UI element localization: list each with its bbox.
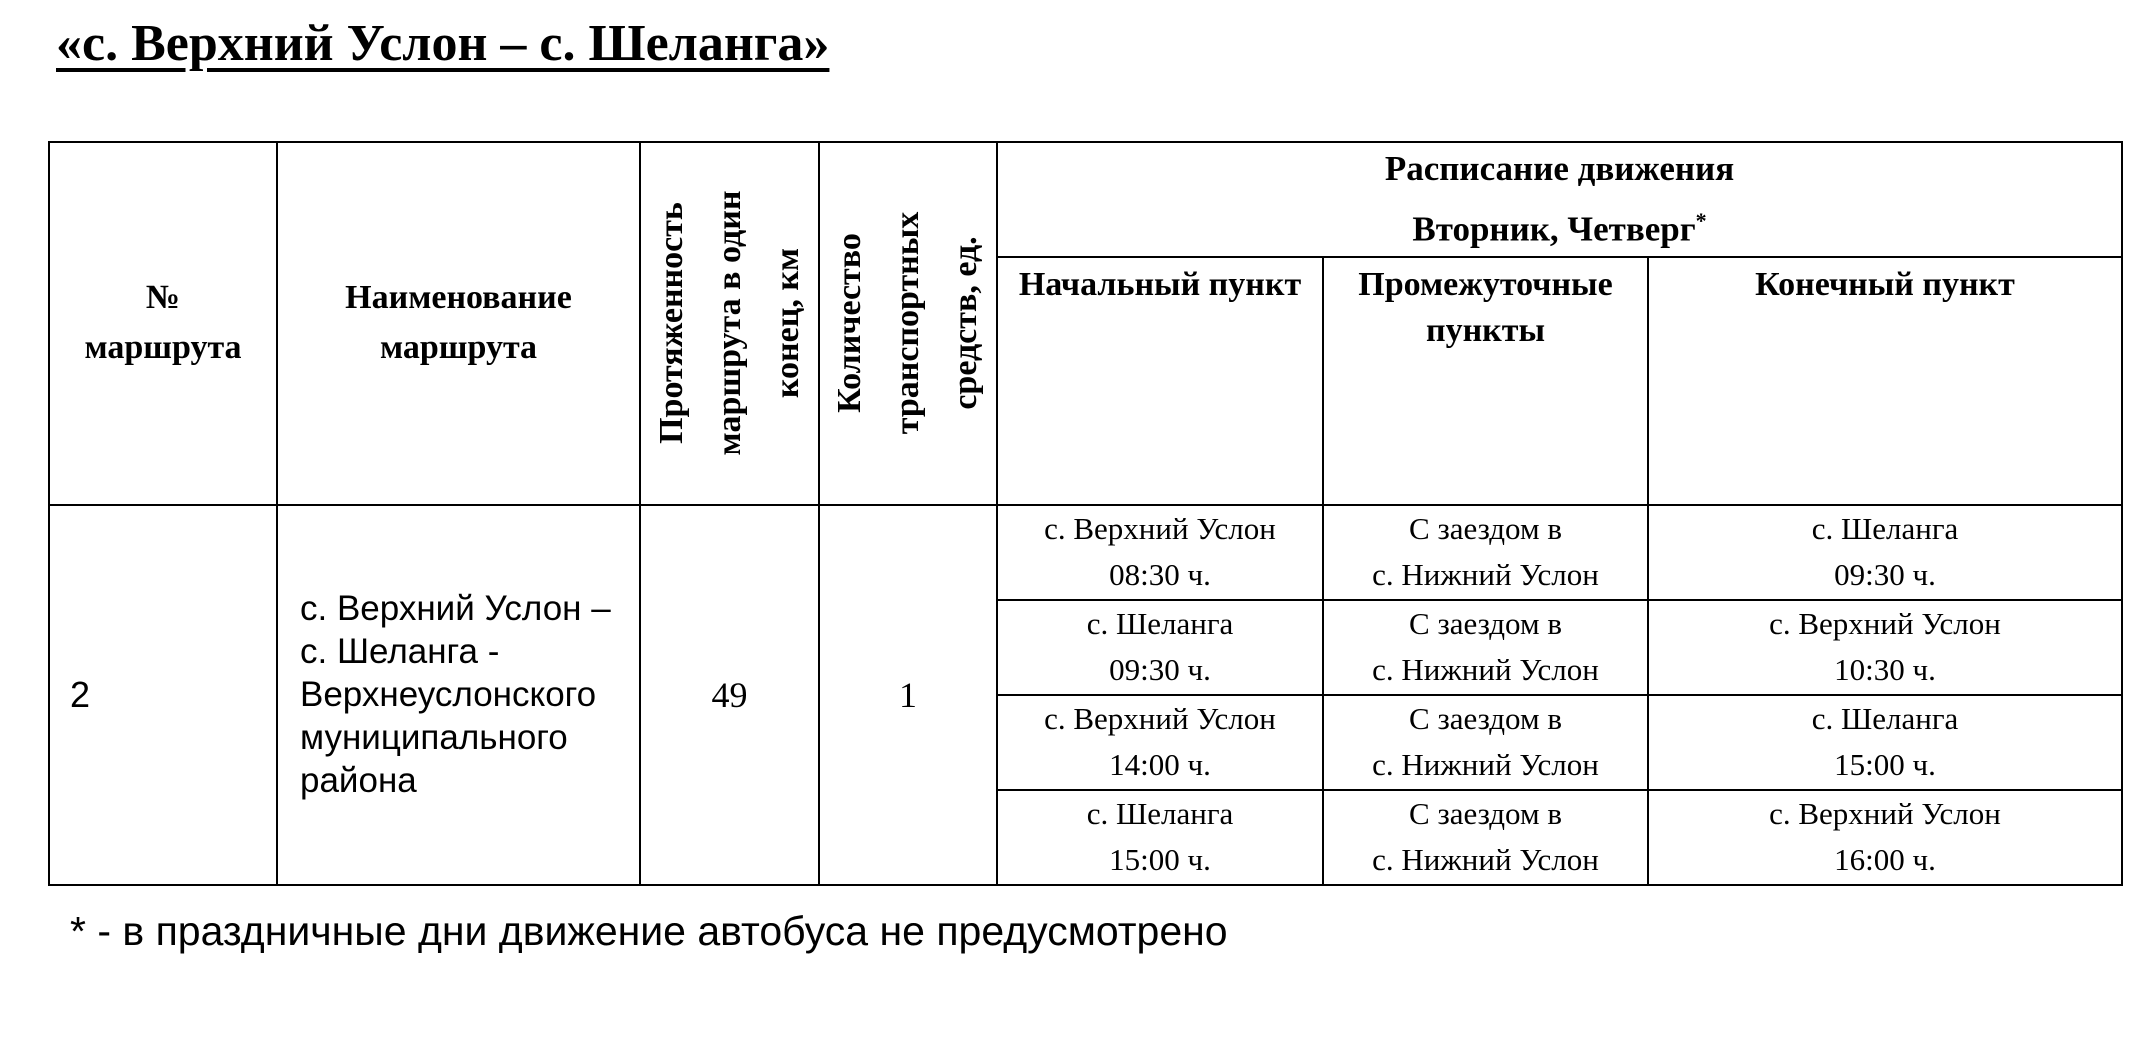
trip-via: С заездом в с. Нижний Услон bbox=[1323, 505, 1648, 600]
header-route-name: Наименование маршрута bbox=[277, 142, 640, 505]
header-route-length: Протяженность маршрута в один конец, км bbox=[640, 142, 819, 505]
header-vehicle-count: Количество транспортных средств, ед. bbox=[819, 142, 997, 505]
header-intermediate-points: Промежуточные пункты bbox=[1323, 257, 1648, 505]
trip-start: с. Верхний Услон 14:00 ч. bbox=[997, 695, 1323, 790]
route-name: с. Верхний Услон – с. Шеланга - Верхнеуслонского муниципального района bbox=[277, 505, 640, 885]
header-row-1 bbox=[49, 142, 2122, 257]
header-end-point: Конечный пункт bbox=[1648, 257, 2122, 505]
page-title: «с. Верхний Услон – с. Шеланга» bbox=[56, 15, 830, 72]
footnote: * - в праздничные дни движение автобуса не предусмотрено bbox=[70, 908, 1228, 954]
trip-end: с. Верхний Услон 16:00 ч. bbox=[1648, 790, 2122, 885]
trip-via: С заездом в с. Нижний Услон bbox=[1323, 695, 1648, 790]
trip-via: С заездом в с. Нижний Услон bbox=[1323, 790, 1648, 885]
header-route-number: № маршрута bbox=[49, 142, 277, 505]
trip-start: с. Шеланга 15:00 ч. bbox=[997, 790, 1323, 885]
trip-end: с. Верхний Услон 10:30 ч. bbox=[1648, 600, 2122, 695]
trip-end: с. Шеланга 15:00 ч. bbox=[1648, 695, 2122, 790]
header-schedule: Расписание движения Вторник, Четверг* bbox=[997, 142, 2122, 257]
trip-end: с. Шеланга 09:30 ч. bbox=[1648, 505, 2122, 600]
vehicle-count: 1 bbox=[819, 505, 997, 885]
footnote-mark: * bbox=[1695, 208, 1707, 233]
table-row bbox=[49, 505, 2122, 600]
schedule-table bbox=[48, 141, 2123, 886]
route-length: 49 bbox=[640, 505, 819, 885]
header-start-point: Начальный пункт bbox=[997, 257, 1323, 505]
trip-start: с. Шеланга 09:30 ч. bbox=[997, 600, 1323, 695]
trip-start: с. Верхний Услон 08:30 ч. bbox=[997, 505, 1323, 600]
route-number: 2 bbox=[49, 505, 277, 885]
trip-via: С заездом в с. Нижний Услон bbox=[1323, 600, 1648, 695]
